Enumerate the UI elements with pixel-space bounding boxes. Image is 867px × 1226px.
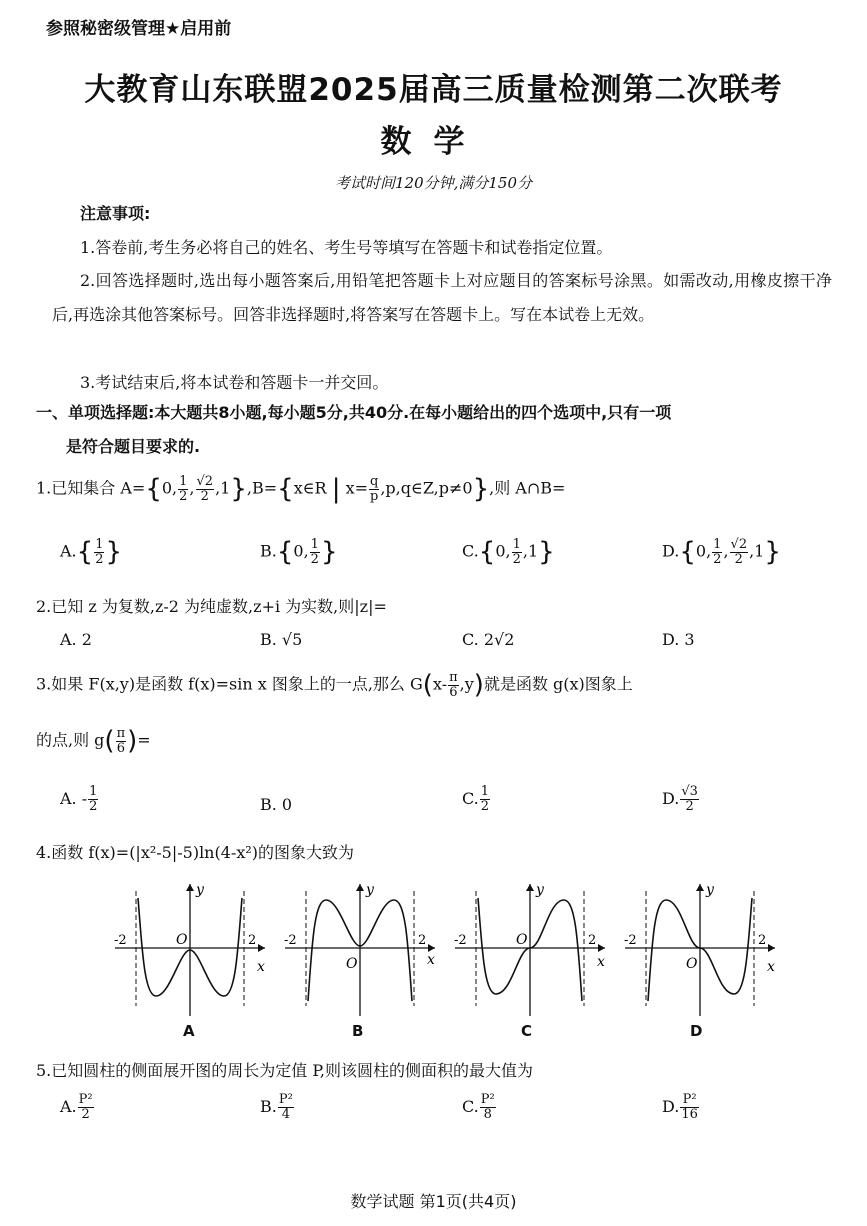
q1-mid: ,B= <box>246 478 278 498</box>
frac-num: 1 <box>480 784 490 799</box>
tick-neg2: -2 <box>284 933 297 948</box>
frac-half <box>512 538 522 567</box>
frac-pi-over-6 <box>116 727 127 756</box>
tick-2: 2 <box>418 933 427 948</box>
exam-title: 大教育山东联盟2025届高三质量检测第二次联考 <box>84 72 783 108</box>
x-axis-arrow <box>258 944 265 952</box>
option-letter: D. <box>662 789 680 808</box>
frac-q-over-p <box>369 475 379 504</box>
q2-option-d: D. 3 <box>662 630 695 649</box>
q3-line2-a: 的点,则 g <box>36 730 105 750</box>
tick-2: 2 <box>248 933 257 948</box>
brace-close: } <box>320 537 338 567</box>
tick-2: 2 <box>588 933 597 948</box>
frac-p2-over-4 <box>278 1093 294 1122</box>
frac-den: 16 <box>681 1107 698 1122</box>
y-axis-arrow <box>356 884 364 891</box>
frac-den: 2 <box>95 551 104 567</box>
q2-option-b: B. √5 <box>260 630 303 649</box>
frac-half <box>712 538 722 567</box>
frac-den: 2 <box>179 488 188 504</box>
secret-label: 参照秘密级管理★启用前 <box>46 19 232 39</box>
frac-num: P² <box>480 1092 495 1107</box>
question-3-line-1 <box>36 670 633 700</box>
brace-close: } <box>472 474 490 504</box>
notes-heading: 注意事项: <box>80 204 151 223</box>
x-label: x <box>427 952 435 968</box>
frac-den: 2 <box>200 488 209 504</box>
y-label: y <box>366 882 374 898</box>
y-label: y <box>536 882 544 898</box>
frac-den: 2 <box>713 551 722 567</box>
separator: , <box>723 541 729 561</box>
graph-d-label: D <box>690 1022 703 1040</box>
brace-open: { <box>478 537 496 567</box>
q3-gx: x- <box>432 674 448 694</box>
brace-close: } <box>105 537 123 567</box>
question-3-line-2 <box>36 726 151 756</box>
option-letter: D. <box>662 1097 680 1116</box>
graph-c <box>450 876 610 1026</box>
x-axis-arrow <box>598 944 605 952</box>
frac-p2-over-2 <box>78 1093 94 1122</box>
frac-p2-over-8 <box>480 1093 496 1122</box>
q1-setb-bar: x= <box>345 478 368 498</box>
q1-set-tail: ,1 <box>215 478 231 498</box>
frac-num: 1 <box>713 536 722 552</box>
set-zero: 0, <box>293 541 309 561</box>
q3-g-tail: ,y <box>459 674 474 694</box>
frac-half <box>310 538 320 567</box>
frac-one-half <box>88 785 98 814</box>
q3-option-d <box>662 785 700 814</box>
frac-den: 2 <box>734 551 743 567</box>
paren-open: ( <box>422 670 433 700</box>
x-label: x <box>767 959 775 975</box>
y-axis-arrow <box>186 884 194 891</box>
note-3: 3.考试结束后,将本试卷和答题卡一并交回。 <box>80 373 389 392</box>
option-letter: C. <box>462 789 479 808</box>
frac-den: 6 <box>449 684 458 700</box>
frac-den: 2 <box>310 551 319 567</box>
q3-option-c <box>462 785 491 814</box>
question-1: 1.已知集合 A={0, $\frac{1}{2}$ , $\frac{√2}{2}$ ,1},B={x∈R | x= $\frac{q}{p}$ ,p,q∈Z,p≠0},则 A∩B= <box>36 473 566 504</box>
set-bar: | <box>331 474 341 504</box>
tick-neg2: -2 <box>454 933 467 948</box>
option-letter: D. <box>662 541 680 561</box>
section-line-1: 一、单项选择题:本大题共8小题,每小题5分,共40分.在每小题给出的四个选项中,只有一项 <box>36 403 672 422</box>
frac-den: 2 <box>480 799 490 814</box>
note-2: 2.回答选择题时,选出每小题答案后,用铅笔把答题卡上对应题目的答案标号涂黑。如需改动,用橡皮擦干净后,再选涂其他答案标号。回答非选择题时,将答案写在答题卡上。写在本试卷上无效。 <box>52 271 832 324</box>
brace-open: { <box>277 474 294 504</box>
q1-option-b <box>260 537 337 567</box>
q2-option-c: C. 2√2 <box>462 630 515 649</box>
tick-neg2: -2 <box>114 933 127 948</box>
frac-sqrt2 <box>196 475 215 504</box>
q3-option-a <box>60 785 99 814</box>
frac-num: q <box>370 473 379 489</box>
frac-num: 1 <box>179 473 188 489</box>
origin-label: O <box>346 956 358 972</box>
graph-d <box>620 876 780 1026</box>
q1-set-zero: 0, <box>161 478 178 498</box>
origin-label: O <box>686 956 698 972</box>
q3-text-b: 就是函数 g(x)图象上 <box>483 674 633 694</box>
frac-num: √3 <box>681 784 698 799</box>
frac-den: 2 <box>89 799 98 814</box>
graph-a <box>110 876 270 1026</box>
paren-close: ) <box>127 726 138 756</box>
frac-num: 1 <box>89 784 98 799</box>
frac-den: 8 <box>483 1107 492 1122</box>
x-axis-arrow <box>768 944 775 952</box>
graph-b <box>280 876 440 1026</box>
x-label: x <box>257 959 265 975</box>
frac-sqrt3-half <box>680 785 699 814</box>
option-letter: A. - <box>60 789 88 808</box>
q3-text-a: 3.如果 F(x,y)是函数 f(x)=sin x 图象上的一点,那么 G <box>36 674 423 694</box>
frac-num: π <box>116 725 126 741</box>
q5-option-c <box>462 1093 497 1122</box>
frac-pi-over-6 <box>448 671 459 700</box>
q1-prefix: 1.已知集合 A= <box>36 478 146 498</box>
q1-option-d <box>662 537 781 567</box>
frac-den: 2 <box>512 551 521 567</box>
frac-den: 6 <box>116 740 125 756</box>
section-heading <box>36 396 836 464</box>
frac-num: π <box>449 669 458 685</box>
frac-num: √2 <box>730 536 748 552</box>
tick-2: 2 <box>758 933 767 948</box>
tick-neg2: -2 <box>624 933 637 948</box>
question-2: 2.已知 z 为复数,z-2 为纯虚数,z+i 为实数,则|z|= <box>36 597 387 616</box>
note-1: 1.答卷前,考生务必将自己的姓名、考生号等填写在答题卡和试卷指定位置。 <box>80 238 613 257</box>
q5-option-b <box>260 1093 295 1122</box>
paren-close: ) <box>473 670 484 700</box>
y-axis-arrow <box>526 884 534 891</box>
q2-option-a: A. 2 <box>60 630 92 649</box>
exam-time-info: 考试时间120分钟,满分150分 <box>334 174 533 192</box>
set-zero: 0, <box>495 541 511 561</box>
y-label: y <box>196 882 204 898</box>
frac-half <box>94 538 104 567</box>
brace-close: } <box>230 474 247 504</box>
subject-title: 数学 <box>380 124 487 160</box>
set-one: ,1 <box>749 541 765 561</box>
set-zero: 0, <box>695 541 712 561</box>
option-letter: B. <box>260 541 277 561</box>
brace-open: { <box>145 474 162 504</box>
brace-close: } <box>538 537 555 567</box>
brace-close: } <box>764 537 781 567</box>
frac-p2-over-16 <box>680 1093 699 1122</box>
brace-open: { <box>276 537 294 567</box>
graph-b-label: B <box>352 1022 364 1040</box>
frac-den: 4 <box>281 1107 290 1122</box>
frac-num: 1 <box>512 536 521 552</box>
frac-half <box>178 475 188 504</box>
frac-one-half <box>480 785 490 814</box>
y-label: y <box>706 882 714 898</box>
frac-num: 1 <box>310 536 319 552</box>
option-letter: C. <box>462 1097 479 1116</box>
page-footer: 数学试题 第1页(共4页) <box>350 1192 517 1211</box>
option-letter: A. <box>60 541 77 561</box>
option-letter: A. <box>60 1097 77 1116</box>
frac-num: P² <box>78 1092 93 1107</box>
y-axis-arrow <box>696 884 704 891</box>
q3-line2-b: = <box>137 730 151 750</box>
question-4: 4.函数 f(x)=(|x²-5|-5)ln(4-x²)的图象大致为 <box>36 843 354 862</box>
option-letter: C. <box>462 541 479 561</box>
x-label: x <box>597 954 605 970</box>
question-5: 5.已知圆柱的侧面展开图的周长为定值 P,则该圆柱的侧面积的最大值为 <box>36 1061 533 1080</box>
frac-den: p <box>370 488 379 504</box>
origin-label: O <box>516 932 528 948</box>
graph-c-label: C <box>521 1022 533 1040</box>
set-one: ,1 <box>522 541 539 561</box>
q1-tail: ,则 A∩B= <box>489 478 566 498</box>
origin-label: O <box>176 932 188 948</box>
x-axis-arrow <box>428 944 435 952</box>
frac-sqrt2 <box>730 538 749 567</box>
frac-num: P² <box>278 1092 293 1107</box>
q1-option-c <box>462 537 555 567</box>
option-letter: B. <box>260 1097 277 1116</box>
q1-setb-a: x∈R <box>293 478 327 498</box>
frac-num: 1 <box>95 536 104 552</box>
section-line-2: 是符合题目要求的. <box>66 437 201 456</box>
q5-option-d <box>662 1093 700 1122</box>
q5-option-a <box>60 1093 95 1122</box>
frac-num: P² <box>680 1093 699 1108</box>
q1-option-a <box>60 537 122 567</box>
graph-a-label: A <box>183 1022 195 1040</box>
frac-num: √2 <box>196 473 214 489</box>
brace-open: { <box>679 537 696 567</box>
paren-open: ( <box>104 726 115 756</box>
brace-open: { <box>76 537 94 567</box>
q3-option-b: B. 0 <box>260 795 293 814</box>
frac-den: 2 <box>685 799 694 814</box>
q1-setb-b: ,p,q∈Z,p≠0 <box>380 478 473 498</box>
frac-den: 2 <box>81 1107 90 1122</box>
